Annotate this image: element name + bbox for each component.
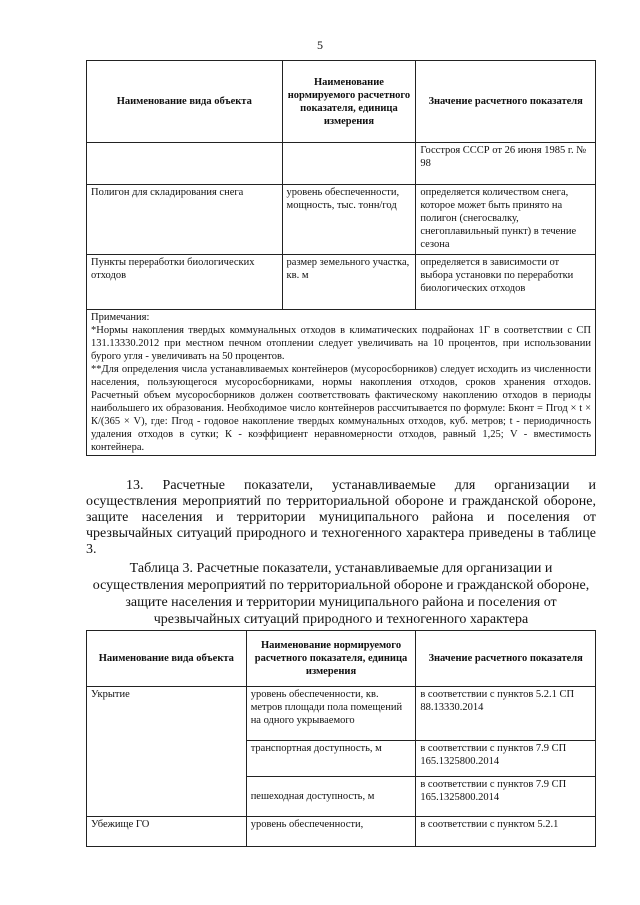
table-cell: уровень обеспеченности, кв. метров площади пола помещений на одного укрываемого	[246, 687, 416, 741]
table-notes-row	[87, 310, 596, 456]
paragraph-text: 13. Расчетные показатели, устанавливаемые для организации и осуществления мероприятий по территориальной обороне и гражданской обороне, защите населения и территории муниципального района и поселения от чрезвычайных ситуаций природного и техногенного характера приведены в таблице 3.	[86, 478, 596, 557]
table-civil-defense	[86, 630, 596, 847]
table-cell: Укрытие	[87, 687, 247, 817]
header-indicator: Наименование нормируемого расчетного показателя, единица измерения	[282, 61, 416, 143]
table-row	[87, 255, 596, 310]
table-cell: пешеходная доступность, м	[246, 777, 416, 817]
table-cell: Пункты переработки биологических отходов	[87, 255, 283, 310]
table-cell: уровень обеспеченности, мощность, тыс. тонн/год	[282, 185, 416, 255]
table-cell: размер земельного участка, кв. м	[282, 255, 416, 310]
header-indicator: Наименование нормируемого расчетного показателя, единица измерения	[246, 631, 416, 687]
notes-cell	[87, 310, 596, 456]
table-cell: в соответствии с пунктом 5.2.1	[416, 817, 596, 847]
page-number: 5	[317, 38, 323, 52]
table-cell: в соответствии с пунктов 7.9 СП 165.1325800.2014	[416, 777, 596, 817]
table-cell: определяется в зависимости от выбора установки по переработки биологических отходов	[416, 255, 596, 310]
table-cell: уровень обеспеченности,	[246, 817, 416, 847]
table-cell: Госстроя СССР от 26 июня 1985 г. № 98	[416, 143, 596, 185]
table-row	[87, 817, 596, 847]
table-cell: в соответствии с пунктов 5.2.1 СП 88.13330.2014	[416, 687, 596, 741]
table-cell: Полигон для складирования снега	[87, 185, 283, 255]
table-header-row	[87, 61, 596, 143]
note-item: *Нормы накопления твердых коммунальных отходов в климатических подрайонах 1Г в соответствии с СП 131.13330.2012 при местном печном отоплении следует увеличивать на 10 процентов, при использовании бурого угля - увеличивать на 50 процентов.	[91, 325, 591, 362]
table-cell	[282, 143, 416, 185]
table-cell: определяется количеством снега, которое может быть принято на полигон (снегосвалку, снегоплавильный пункт) в течение сезона	[416, 185, 596, 255]
table-row	[87, 687, 596, 741]
table-caption: Таблица 3. Расчетные показатели, устанавливаемые для организации и осуществления мероприятий по территориальной обороне и гражданской обороне, защите населения и территории муниципального района и поселения от чрезвычайных ситуаций природного и техногенного характера	[92, 561, 590, 627]
note-item: **Для определения числа устанавливаемых контейнеров (мусоросборников) следует исходить из численности населения, пользующегося мусоросборниками, нормы накопления отходов, сроков хранения отходов. Расчетный объем мусоросборников должен соответствовать фактическому накоплению отходов в периоды наибольшего их образования. Необходимое число контейнеров рассчитывается по формуле: Бконт = Пгод × t × К/(365 × V), где: Пгод - годовое накопление твердых коммунальных отходов, куб. метров; t - периодичность удаления отходов в сутки; К - коэффициент неравномерности отходов, равный 1,25; V - вместимость контейнера.	[91, 364, 591, 453]
paragraph-13	[86, 478, 596, 558]
header-value: Значение расчетного показателя	[416, 61, 596, 143]
header-value: Значение расчетного показателя	[416, 631, 596, 687]
table-row	[87, 185, 596, 255]
table-header-row	[87, 631, 596, 687]
table-waste-objects	[86, 60, 596, 456]
table-cell: транспортная доступность, м	[246, 741, 416, 777]
table-cell: в соответствии с пунктов 7.9 СП 165.1325800.2014	[416, 741, 596, 777]
header-object-type: Наименование вида объекта	[87, 631, 247, 687]
table-row	[87, 143, 596, 185]
notes-heading: Примечания:	[91, 312, 150, 323]
table-cell: Убежище ГО	[87, 817, 247, 847]
header-object-type: Наименование вида объекта	[87, 61, 283, 143]
table-cell	[87, 143, 283, 185]
